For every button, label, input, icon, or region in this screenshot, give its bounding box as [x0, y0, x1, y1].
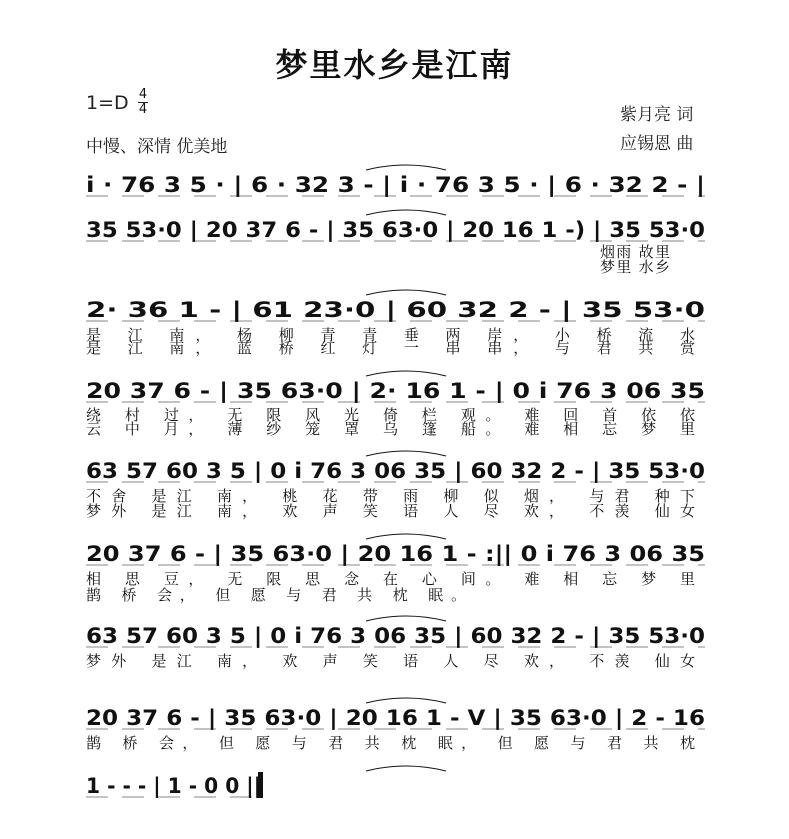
lyrics-verse-1: 绕 村 过， 无 限 风 光 倚 栏 观。 难 回 首 依 依: [86, 406, 695, 424]
lyrics-verse-2: 梦里 水乡: [600, 258, 670, 276]
slur-mark: [366, 210, 446, 215]
slur-mark: [366, 616, 446, 621]
slur-mark: [366, 766, 446, 771]
notation-row: 63 57 60 3 5 | 0 i 76 3 06 35 | 60 32 2 - | 35 53·0: [86, 459, 652, 483]
slur-mark: [366, 698, 446, 703]
score-rows: [86, 173, 705, 799]
composer-credit: 应锡恩 曲: [620, 134, 694, 154]
notation-row: 2· 36 1 - | 61 23·0 | 60 32 2 - | 35 53·0: [86, 298, 531, 322]
key-signature: 1=D: [86, 92, 129, 114]
notation-row: 20 37 6 - | 35 63·0 | 2· 16 1 - | 0 i 76 3 06 35: [86, 379, 603, 403]
notation-row: i · 76 3 5 · | 6 · 32 3 - | i · 76 3 5 · | 6 · 32 2 - |: [86, 173, 613, 197]
time-signature-top: 4: [138, 87, 148, 102]
time-signature-bottom: 4: [138, 102, 148, 117]
lyrics-verse-2: 是 江 南， 蓝 桥 红 灯 一 串 串， 与 君 共 赏: [86, 339, 695, 357]
notation-row: 35 53·0 | 20 37 6 - | 35 63·0 | 20 16 1 -) | 35 53·0: [86, 218, 658, 242]
lyrics-verse-1: 相 思 豆， 无 限 思 念 在 心 间。 难 相 忘 梦 里: [86, 570, 695, 588]
lyrics-verse-1: 梦外 是江 南， 欢 声 笑 语 人 尽 欢， 不羡 仙女: [86, 652, 695, 670]
lyrics-verse-1: 是 江 南， 杨 柳 青 青 垂 两 岸， 小 桥 流 水: [86, 326, 695, 344]
slur-mark: [366, 290, 446, 295]
notation-row: 20 37 6 - | 35 63·0 | 20 16 1 - V | 35 63·0 | 2 - 16: [86, 706, 651, 730]
lyrics-verse-1: 不舍 是江 南， 桃 花 带 雨 柳 似 烟， 与君 种下: [86, 487, 695, 505]
slur-mark: [366, 371, 446, 376]
notation-row: 63 57 60 3 5 | 0 i 76 3 06 35 | 60 32 2 - | 35 53·0: [86, 624, 652, 648]
song-title: 梦里水乡是江南: [275, 46, 514, 84]
slur-mark: [366, 534, 446, 539]
slur-mark: [366, 451, 446, 456]
final-barline: [258, 772, 263, 798]
lyrics-verse-2: 梦外 是江 南， 欢 声 笑 语 人 尽 欢， 不羡 仙女: [86, 502, 695, 520]
lyricist-credit: 紫月亮 词: [620, 105, 694, 125]
slur-mark: [366, 165, 446, 170]
notation-row: 20 37 6 - | 35 63·0 | 20 16 1 - :|| 0 i 76 3 06 35: [86, 542, 626, 566]
lyrics-verse-1: 鹊 桥 会， 但 愿 与 君 共 枕 眠， 但 愿 与 君 共 枕: [86, 734, 695, 752]
lyrics-verse-2: 鹊 桥 会， 但 愿 与 君 共 枕 眠。: [86, 586, 467, 604]
tempo-marking: 中慢、深情 优美地: [86, 137, 228, 157]
notation-row: 1 - - - | 1 - 0 0 ||: [86, 774, 269, 798]
lyrics-verse-2: 云 中 月， 薄 纱 笼 罩 乌 篷 船。 难 相 忘 梦 里: [86, 420, 695, 438]
lyrics-verse-1: 烟雨 故里: [600, 243, 670, 261]
